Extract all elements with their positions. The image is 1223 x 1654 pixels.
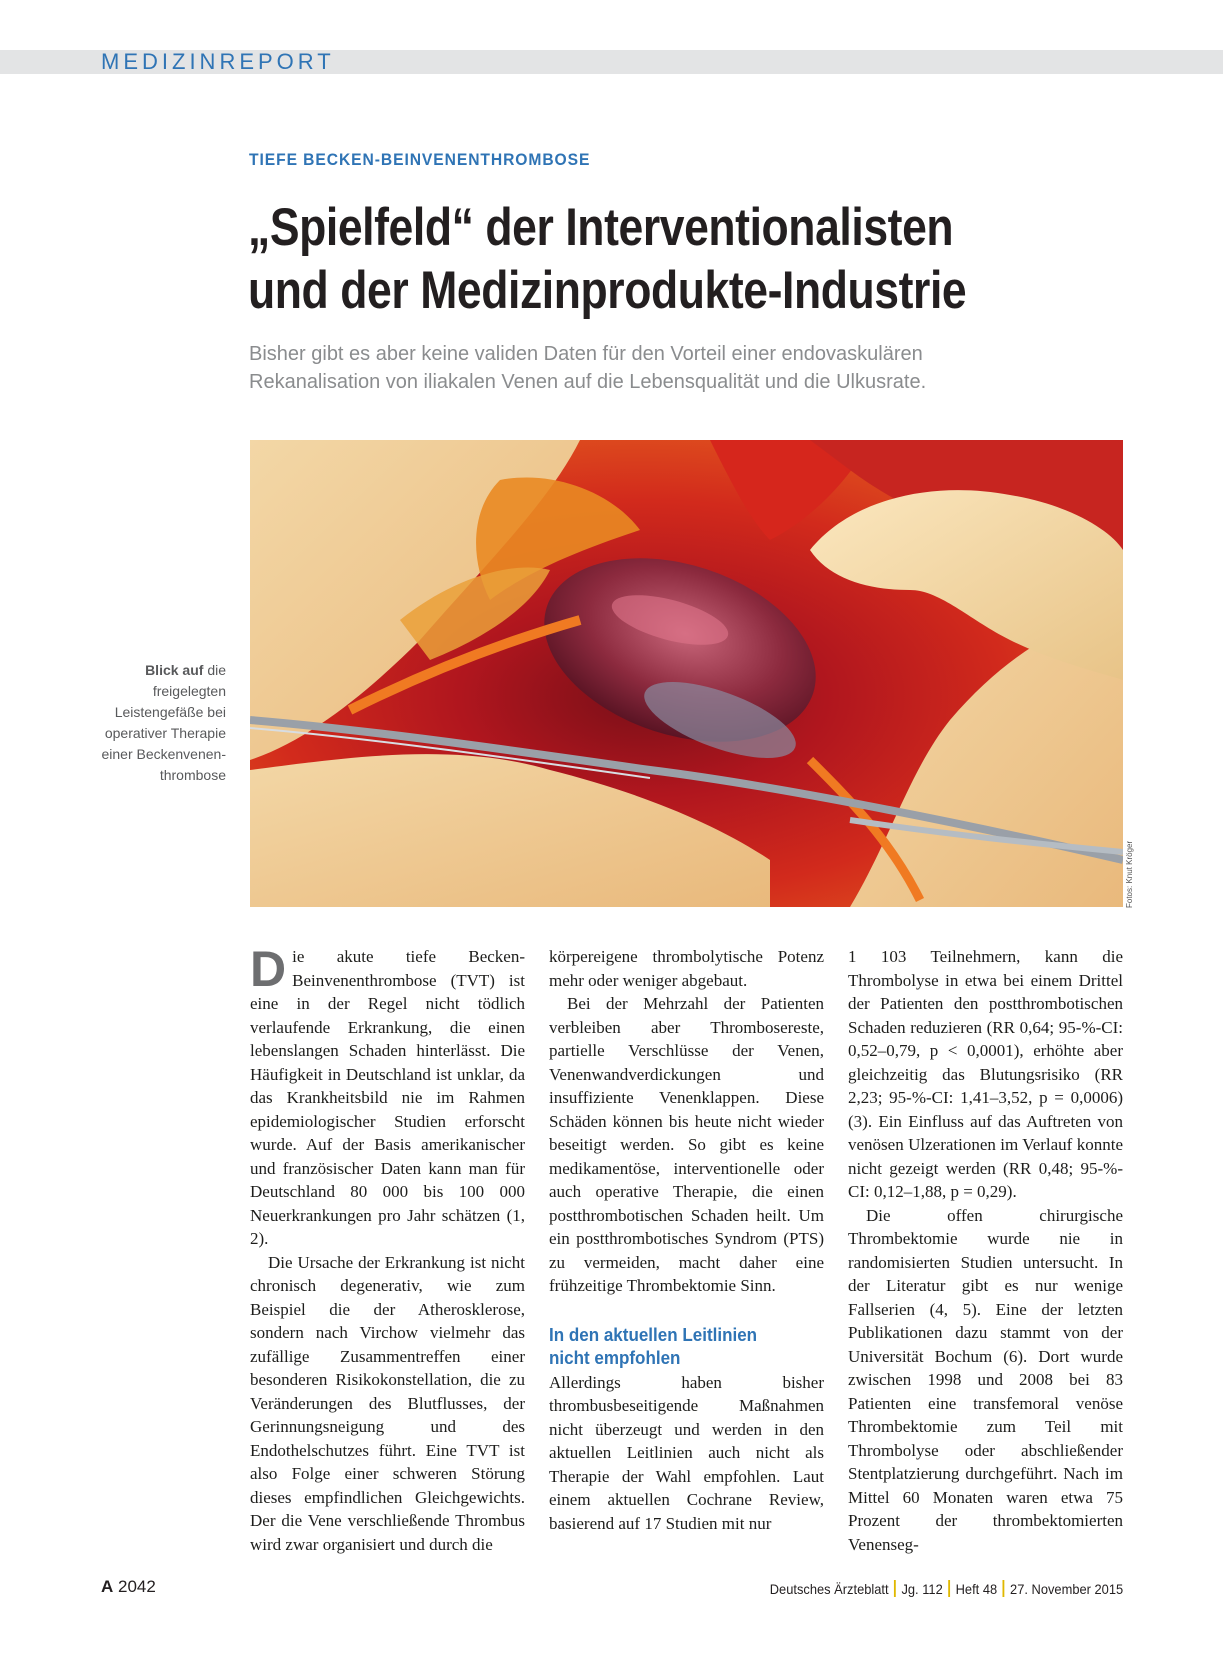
paragraph: körpereigene thrombolytische Potenz mehr oder weniger abgebaut. [549, 947, 824, 990]
journal-name: Deutsches Ärzteblatt [769, 1581, 889, 1597]
subheading [549, 1323, 802, 1369]
section-label: MEDIZINREPORT [101, 49, 335, 74]
headline-line-2: und der Medizinprodukte-Industrie [248, 261, 967, 320]
headline-line-1: „Spielfeld“ der Interventionalisten [248, 198, 954, 257]
page-prefix: A [101, 1577, 114, 1596]
photo-credit: Fotos: Knut Kröger [1125, 840, 1134, 908]
caption-line-5: einer Beckenvenen- [101, 746, 226, 762]
article-kicker: TIEFE BECKEN-BEINVENENTHROMBOSE [249, 150, 591, 169]
text-column-3 [848, 945, 1123, 1556]
page-number [101, 1577, 156, 1597]
caption-line-4: operativer Therapie [104, 725, 226, 741]
surgery-photo [250, 440, 1123, 907]
caption-line-3: Leistengefäße bei [114, 704, 226, 720]
drop-cap: D [250, 941, 287, 997]
paragraph: Die offen chirurgische Thrombektomie wurde nie in randomisierten Studien untersucht. In der Literatur gibt es nur wenige Fallserien (4, 5). Eine der letzten Publikationen dazu stammt von der Universität Bochum (6). Dort wurde zwischen 1998 und 2008 bei 83 Patienten eine transfemoral venöse Thrombektomie zum Teil mit Thrombolyse oder abschließender Stentplatzierung durchgeführt. Nach im Mittel 60 Monaten waren etwa 75 Prozent der thrombektomierten Venenseg- [848, 1205, 1123, 1554]
text-column-1 [250, 941, 525, 1556]
caption-lead: Blick auf [145, 662, 204, 678]
journal-volume: Jg. 112 [901, 1581, 943, 1597]
article-headline [248, 196, 1004, 322]
photo-caption [90, 660, 226, 786]
page-number-value: 2042 [118, 1577, 156, 1596]
text-column-2 [549, 945, 824, 1535]
caption-line-1: Blick auf die [145, 662, 226, 678]
paragraph: Bei der Mehrzahl der Patienten verbleiben aber Thrombosereste, partielle Verschlüsse der Venen, Venenwandverdickungen und insuffiziente Venenklappen. Diese Schäden können bis heute nicht wieder beseitigt werden. So gibt es keine medikamentöse, interventionelle oder auch operative Therapie, die einen postthrombotischen Schaden heilt. Um ein postthrombotisches Syndrom (PTS) zu vermeiden, macht daher eine frühzeitige Thrombektomie Sinn. [549, 994, 824, 1295]
surgery-photo-illustration [250, 440, 1123, 907]
journal-footer [770, 1580, 1123, 1597]
deck-line-2: Rekanalisation von iliakalen Venen auf die Lebensqualität und die Ulkusrate. [249, 371, 927, 393]
caption-line-2: freigelegten [152, 683, 226, 699]
paragraph: Die Ursache der Erkrankung ist nicht chronisch degenerativ, wie zum Beispiel die der Atherosklerose, sondern nach Virchow vielmehr das zufällige Zusammentreffen einer besonderen Risikokonstellation, die zu Veränderungen des Blutflusses, der Gerinnungsneigung und des Endothelschutzes führt. Eine TVT ist also Folge einer schweren Störung dieses empfindlichen Gleichgewichts. Der die Vene verschließende Thrombus wird zwar organisiert und durch die [250, 1252, 525, 1554]
paragraph: Allerdings haben bisher thrombusbeseitigende Maßnahmen nicht überzeugt und werden in den aktuellen Leitlinien auch nicht als Therapie der Wahl empfohlen. Laut einem aktuellen Cochrane Review, basierend auf 17 Studien mit nur [549, 1372, 824, 1533]
section-bar [0, 50, 1223, 74]
caption-line-6: thrombose [159, 767, 226, 783]
footer-separator [894, 1580, 896, 1597]
journal-issue: Heft 48 [955, 1581, 997, 1597]
footer-separator [948, 1580, 950, 1597]
paragraph: 1 103 Teilnehmern, kann die Thrombolyse in etwa bei einem Drittel der Patienten den postthrombotischen Schaden reduzieren (RR 0,64; 95-%-CI: 0,52–0,79, p < 0,0001), erhöhte aber gleichzeitig das Blutungsrisiko (RR 2,23; 95-%-CI: 1,41–3,52, p = 0,0006) (3). Ein Einfluss auf das Auftreten von venösen Ulzerationen im Verlauf konnte nicht gezeigt werden (RR 0,48; 95-%-CI: 0,12–1,88, p = 0,29). [848, 947, 1123, 1201]
deck-line-1: Bisher gibt es aber keine validen Daten für den Vorteil einer endovaskulären [249, 343, 923, 365]
paragraph: ie akute tiefe Becken-Beinvenenthrombose (TVT) ist eine in der Regel nicht tödlich verlaufende Erkrankung, die einen lebenslangen Schaden hinterlässt. Die Häufigkeit in Deutschland ist unklar, da das Krankheitsbild nie im Rahmen epidemiologischer Studien erforscht wurde. Auf der Basis amerikanischer und französischer Daten kann man für Deutschland 80 000 bis 100 000 Neuerkrankungen pro Jahr schätzen (1, 2). [250, 947, 525, 1248]
journal-date: 27. November 2015 [1009, 1581, 1123, 1597]
subheading-line-2: nicht empfohlen [549, 1346, 681, 1368]
footer-separator [1003, 1580, 1005, 1597]
article-deck [249, 340, 1129, 396]
subheading-line-1: In den aktuellen Leitlinien [549, 1323, 758, 1345]
